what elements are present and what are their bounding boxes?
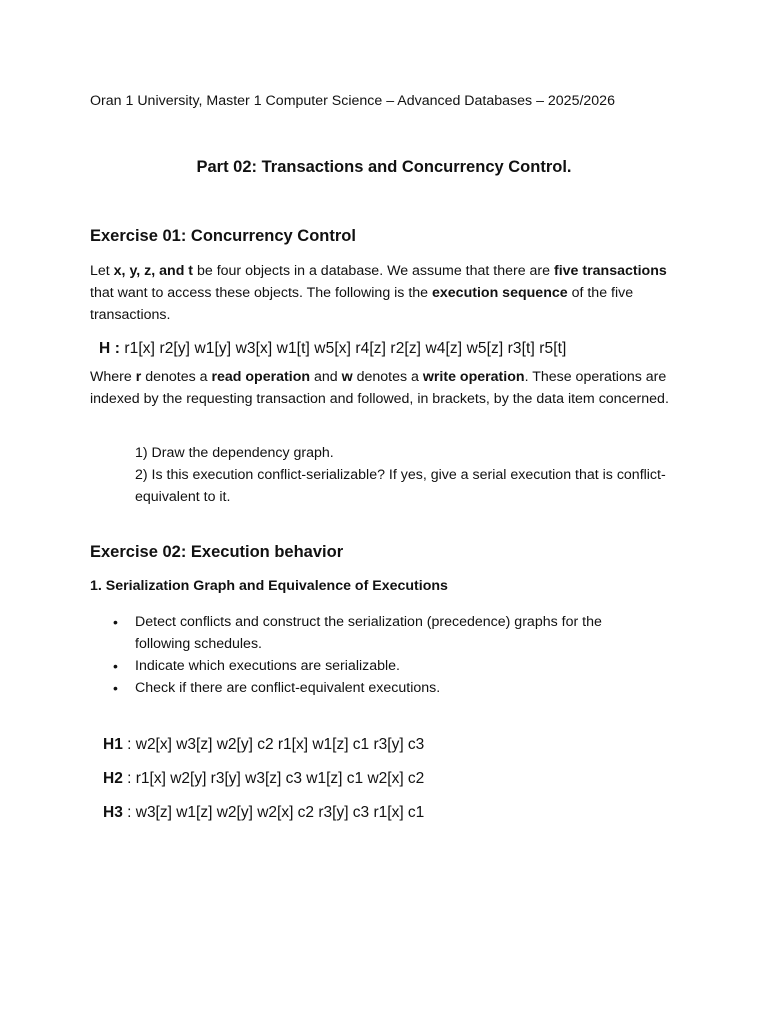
- sequence-ops: r1[x] r2[y] w1[y] w3[x] w1[t] w5[x] r4[z] r2[z] w4[z] w5[z] r3[t] r5[t]: [124, 340, 567, 357]
- schedule-ops: : r1[x] w2[y] r3[y] w3[z] c3 w1[z] c1 w2[x] c2: [122, 770, 425, 787]
- exercise-1-intro: Let x, y, z, and t be four objects in a database. We assume that there are five transactions that want to access these objects. The following is the execution sequence of the five transactions.: [90, 263, 667, 323]
- sequence-label: H :: [99, 340, 120, 357]
- schedule-label: H2: [103, 770, 123, 787]
- list-item: • Detect conflicts and construct the serialization (precedence) graphs for the following schedules.: [135, 611, 655, 655]
- schedule-h3: [103, 804, 424, 822]
- list-item: • Indicate which executions are serializable.: [135, 655, 655, 677]
- course-header: Oran 1 University, Master 1 Computer Science – Advanced Databases – 2025/2026: [90, 93, 615, 109]
- schedule-label: H1: [103, 736, 123, 753]
- schedule-label: H3: [103, 804, 123, 821]
- schedule-ops: : w2[x] w3[z] w2[y] c2 r1[x] w1[z] c1 r3[y] c3: [122, 736, 425, 753]
- schedule-h2: [103, 770, 424, 788]
- question-item: 1) Draw the dependency graph.: [135, 445, 334, 461]
- execution-sequence: [99, 340, 566, 358]
- part-title: Part 02: Transactions and Concurrency Control.: [196, 158, 572, 176]
- list-item: • Check if there are conflict-equivalent executions.: [135, 677, 655, 699]
- exercise-1-questions: [135, 442, 675, 508]
- schedule-h1: [103, 736, 424, 754]
- schedule-ops: : w3[z] w1[z] w2[y] w2[x] c2 r3[y] c3 r1[x] c1: [122, 804, 425, 821]
- operation-notation: Where r denotes a read operation and w denotes a write operation. These operations are indexed by the requesting transaction and followed, in brackets, by the data item concerned.: [90, 369, 669, 407]
- question-item: 2) Is this execution conflict-serializable? If yes, give a serial execution that is conflict-equivalent to it.: [135, 467, 666, 505]
- exercise-1-title: Exercise 01: Concurrency Control: [90, 227, 356, 245]
- section-subtitle: 1. Serialization Graph and Equivalence of Executions: [90, 578, 448, 594]
- instruction-list: [135, 611, 655, 699]
- exercise-2-title: Exercise 02: Execution behavior: [90, 543, 344, 561]
